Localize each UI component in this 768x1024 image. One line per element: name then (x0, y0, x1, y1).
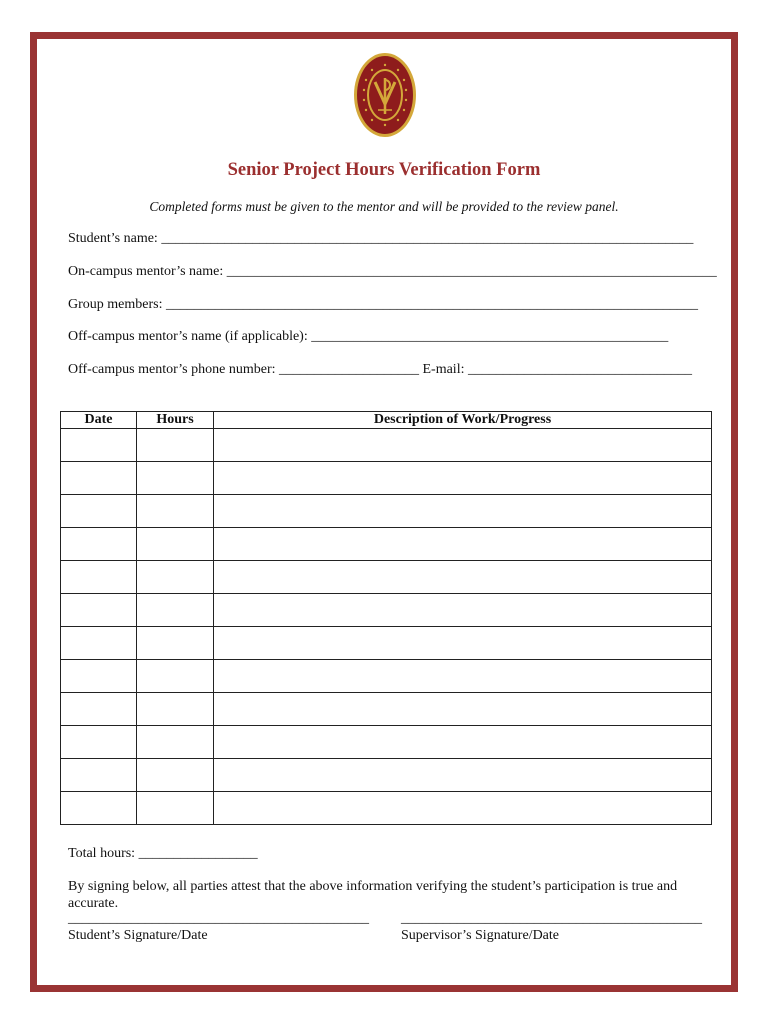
description-cell[interactable] (214, 660, 712, 693)
hours-cell[interactable] (137, 462, 214, 495)
hours-cell[interactable] (137, 561, 214, 594)
header-date: Date (61, 412, 137, 429)
student-signature-line[interactable]: ___________________________________________ (68, 911, 369, 926)
hours-log-table (60, 411, 712, 825)
hours-cell[interactable] (137, 495, 214, 528)
date-cell[interactable] (61, 462, 137, 495)
table-row (61, 561, 712, 594)
supervisor-signature-line[interactable]: ___________________________________________ (401, 911, 702, 926)
hours-cell[interactable] (137, 792, 214, 825)
total-hours-field[interactable]: Total hours: _________________ (68, 846, 258, 861)
date-cell[interactable] (61, 693, 137, 726)
date-cell[interactable] (61, 726, 137, 759)
description-cell[interactable] (214, 561, 712, 594)
header-description: Description of Work/Progress (214, 412, 712, 429)
offcampus-phone-email-field[interactable]: Off-campus mentor’s phone number: ____________________ E-mail: ________________________________ (68, 362, 692, 377)
date-cell[interactable] (61, 594, 137, 627)
table-header-row (61, 412, 712, 429)
date-cell[interactable] (61, 660, 137, 693)
group-members-field[interactable]: Group members: ____________________________________________________________________________ (68, 297, 698, 312)
hours-cell[interactable] (137, 594, 214, 627)
description-cell[interactable] (214, 693, 712, 726)
table-row (61, 462, 712, 495)
table-row (61, 759, 712, 792)
hours-cell[interactable] (137, 627, 214, 660)
school-seal-logo (353, 52, 417, 138)
description-cell[interactable] (214, 528, 712, 561)
description-cell[interactable] (214, 429, 712, 462)
description-cell[interactable] (214, 792, 712, 825)
description-cell[interactable] (214, 594, 712, 627)
table-row (61, 726, 712, 759)
description-cell[interactable] (214, 462, 712, 495)
date-cell[interactable] (61, 792, 137, 825)
form-title: Senior Project Hours Verification Form (227, 160, 541, 180)
oncampus-mentor-field[interactable]: On-campus mentor’s name: ______________________________________________________________________ (68, 264, 717, 279)
description-cell[interactable] (214, 495, 712, 528)
table-row (61, 495, 712, 528)
form-subtitle: Completed forms must be given to the mentor and will be provided to the review panel. (149, 199, 619, 214)
description-cell[interactable] (214, 627, 712, 660)
student-signature-label: Student’s Signature/Date (68, 928, 208, 943)
attestation-text: By signing below, all parties attest that the above information verifying the student’s participation is true and accurate. (68, 879, 678, 911)
date-cell[interactable] (61, 627, 137, 660)
table-row (61, 693, 712, 726)
date-cell[interactable] (61, 561, 137, 594)
date-cell[interactable] (61, 495, 137, 528)
hours-cell[interactable] (137, 528, 214, 561)
supervisor-signature-label: Supervisor’s Signature/Date (401, 928, 559, 943)
student-name-field[interactable]: Student’s name: ____________________________________________________________________________ (68, 231, 694, 246)
offcampus-mentor-field[interactable]: Off-campus mentor’s name (if applicable): ___________________________________________________ (68, 329, 669, 344)
date-cell[interactable] (61, 429, 137, 462)
hours-cell[interactable] (137, 693, 214, 726)
table-row (61, 594, 712, 627)
hours-cell[interactable] (137, 660, 214, 693)
hours-cell[interactable] (137, 429, 214, 462)
table-row (61, 429, 712, 462)
table-row (61, 660, 712, 693)
description-cell[interactable] (214, 726, 712, 759)
table-row (61, 627, 712, 660)
table-row (61, 528, 712, 561)
date-cell[interactable] (61, 528, 137, 561)
hours-cell[interactable] (137, 759, 214, 792)
table-row (61, 792, 712, 825)
header-hours: Hours (137, 412, 214, 429)
description-cell[interactable] (214, 759, 712, 792)
date-cell[interactable] (61, 759, 137, 792)
hours-cell[interactable] (137, 726, 214, 759)
